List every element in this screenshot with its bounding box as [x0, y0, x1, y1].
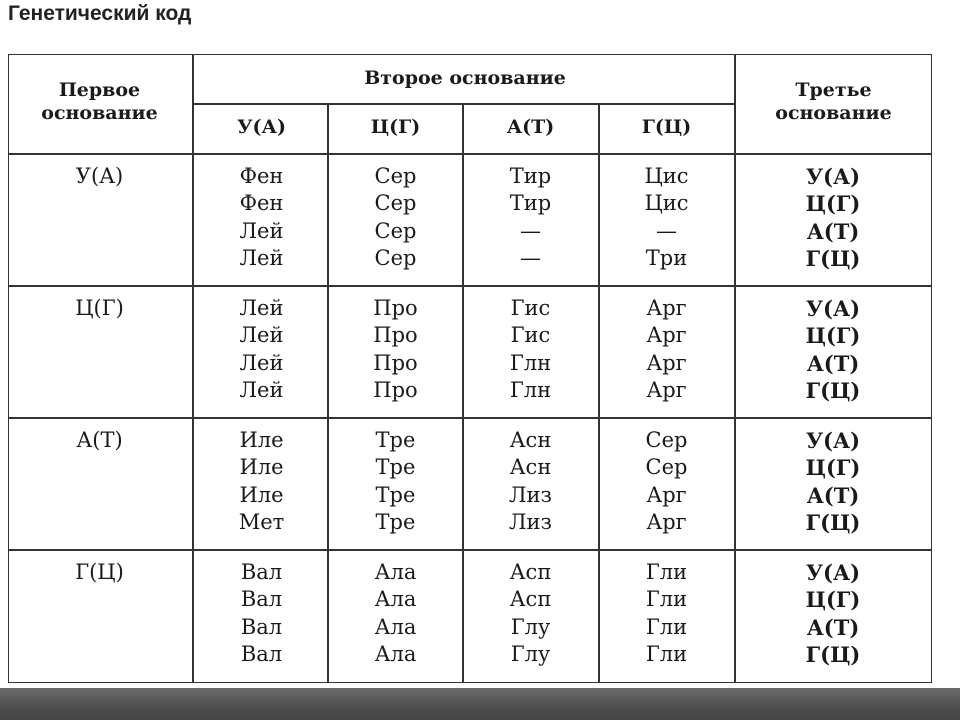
header-first-base: Первое основание	[41, 79, 158, 124]
amino-acid: Гли	[645, 641, 688, 666]
amino-acid: Сер	[374, 191, 417, 216]
amino-acid: Вал	[240, 614, 283, 639]
amino-acid: —	[656, 218, 677, 243]
header-third-base: Третье основание	[775, 79, 892, 124]
amino-acid: Иле	[239, 482, 284, 507]
amino-acid: Иле	[239, 428, 284, 452]
amino-acid: Лей	[239, 218, 284, 243]
amino-acid: Арг	[646, 296, 687, 320]
amino-acid: Лей	[239, 296, 284, 320]
amino-acid: Лей	[239, 245, 284, 270]
amino-acid: Лей	[239, 323, 284, 348]
amino-acid: Глу	[510, 614, 551, 639]
third-base-column	[747, 559, 919, 668]
amino-acid-column	[195, 295, 328, 404]
amino-acid: Глн	[509, 350, 552, 375]
amino-acid: Арг	[646, 377, 687, 402]
amino-acid: Арг	[646, 482, 687, 507]
amino-acid: Иле	[239, 455, 284, 480]
amino-acid-column	[464, 163, 597, 272]
amino-acid: Ала	[374, 641, 417, 666]
amino-acid: Мет	[238, 509, 285, 534]
amino-acid: Тре	[375, 482, 416, 507]
amino-acid-column	[329, 295, 462, 404]
amino-acid-column	[600, 559, 733, 668]
amino-acid: Фен	[239, 191, 284, 216]
slide-footer-bar	[0, 688, 960, 720]
amino-acid: Гис	[510, 296, 551, 320]
amino-acid: Про	[373, 323, 418, 348]
third-base-column	[747, 163, 919, 272]
third-base: У(А)	[805, 164, 861, 189]
amino-acid: Асн	[509, 455, 552, 480]
amino-acid: Лей	[239, 350, 284, 375]
third-base: А(Т)	[806, 350, 860, 376]
amino-acid-column	[195, 163, 328, 272]
first-base-cell: У(А)	[75, 164, 124, 188]
amino-acid: Глн	[509, 377, 552, 402]
amino-acid: Арг	[646, 509, 687, 534]
third-base: У(А)	[805, 428, 861, 453]
grid-line	[9, 549, 931, 551]
amino-acid: Асп	[509, 587, 552, 612]
third-base: Г(Ц)	[805, 641, 861, 667]
amino-acid: Гли	[645, 587, 688, 612]
third-base-column	[747, 427, 919, 536]
amino-acid-column	[195, 559, 328, 668]
amino-acid: Ала	[374, 614, 417, 639]
amino-acid: Вал	[240, 641, 283, 666]
third-base: Ц(Г)	[805, 323, 861, 349]
amino-acid: —	[520, 218, 541, 243]
amino-acid: Гис	[510, 323, 551, 348]
third-base: А(Т)	[806, 482, 860, 508]
amino-acid: Сер	[374, 245, 417, 270]
amino-acid: Тре	[375, 455, 416, 480]
second-base-col-4: Г(Ц)	[641, 116, 692, 138]
grid-line	[9, 285, 931, 287]
amino-acid: Лиз	[509, 509, 552, 534]
amino-acid: Асп	[509, 560, 552, 584]
amino-acid: Ала	[374, 587, 417, 612]
amino-acid: Вал	[240, 587, 283, 612]
page-title: Генетический код	[8, 2, 192, 25]
third-base: Ц(Г)	[805, 191, 861, 217]
amino-acid-column	[464, 559, 597, 668]
amino-acid: Гли	[645, 560, 688, 584]
amino-acid: Асн	[509, 428, 552, 452]
grid-line	[192, 55, 194, 682]
amino-acid: Ала	[374, 560, 417, 584]
amino-acid: Тре	[375, 428, 416, 452]
amino-acid: Три	[645, 245, 688, 270]
genetic-code-table	[8, 54, 932, 683]
grid-line	[9, 153, 931, 155]
amino-acid: Лиз	[509, 482, 552, 507]
amino-acid: Цис	[644, 191, 689, 216]
amino-acid: Тре	[375, 509, 416, 534]
amino-acid: Тир	[509, 164, 552, 188]
amino-acid-column	[195, 427, 328, 536]
amino-acid-column	[329, 427, 462, 536]
amino-acid: Сер	[645, 455, 688, 480]
amino-acid-column	[600, 163, 733, 272]
amino-acid: Арг	[646, 350, 687, 375]
second-base-col-2: Ц(Г)	[370, 116, 421, 138]
second-base-col-3: А(Т)	[506, 116, 555, 138]
third-base: Г(Ц)	[805, 377, 861, 403]
third-base: Г(Ц)	[805, 245, 861, 271]
grid-line	[734, 55, 736, 682]
amino-acid: —	[520, 245, 541, 270]
amino-acid: Лей	[239, 377, 284, 402]
amino-acid: Про	[373, 377, 418, 402]
third-base: Ц(Г)	[805, 455, 861, 481]
amino-acid: Арг	[646, 323, 687, 348]
third-base: А(Т)	[806, 218, 860, 244]
amino-acid-column	[600, 295, 733, 404]
third-base: У(А)	[805, 560, 861, 585]
first-base-cell: А(Т)	[76, 428, 123, 452]
first-base-cell: Г(Ц)	[75, 560, 124, 584]
first-base-cell: Ц(Г)	[75, 296, 124, 320]
third-base: У(А)	[805, 296, 861, 321]
amino-acid: Про	[373, 350, 418, 375]
third-base-column	[747, 295, 919, 404]
amino-acid: Гли	[645, 614, 688, 639]
amino-acid-column	[600, 427, 733, 536]
third-base: Г(Ц)	[805, 509, 861, 535]
amino-acid-column	[464, 427, 597, 536]
amino-acid: Фен	[239, 164, 284, 188]
third-base: Ц(Г)	[805, 587, 861, 613]
grid-line	[9, 417, 931, 419]
amino-acid-column	[464, 295, 597, 404]
amino-acid: Про	[373, 296, 418, 320]
second-base-col-1: У(А)	[237, 116, 286, 138]
amino-acid-column	[329, 559, 462, 668]
amino-acid-column	[329, 163, 462, 272]
amino-acid: Сер	[374, 164, 417, 188]
amino-acid: Вал	[240, 560, 283, 584]
amino-acid: Глу	[510, 641, 551, 666]
amino-acid: Тир	[509, 191, 552, 216]
amino-acid: Сер	[374, 218, 417, 243]
grid-line	[192, 103, 734, 105]
header-second-base: Второе основание	[364, 67, 566, 89]
amino-acid: Цис	[644, 164, 689, 188]
amino-acid: Сер	[645, 428, 688, 452]
third-base: А(Т)	[806, 614, 860, 640]
